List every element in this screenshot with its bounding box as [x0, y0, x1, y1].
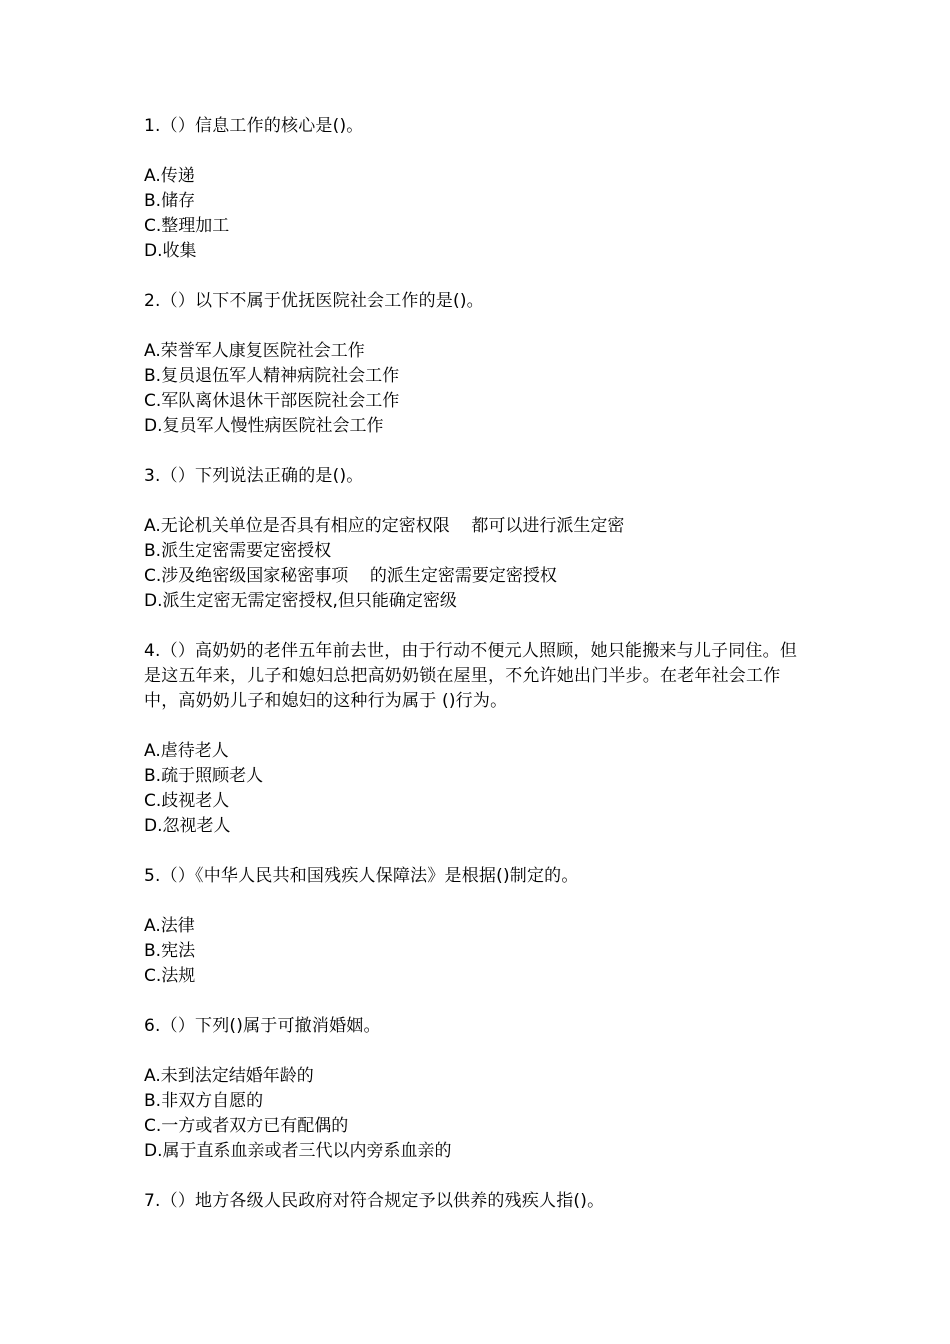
option-b: B.宪法 — [144, 941, 196, 961]
option-b: B.疏于照顾老人 — [144, 766, 264, 786]
option-b: B.储存 — [144, 191, 196, 211]
option-list — [144, 1064, 809, 1164]
option-d: D.忽视老人 — [144, 816, 231, 836]
option-c: C.法规 — [144, 966, 196, 986]
option-d: D.收集 — [144, 241, 197, 261]
question-1 — [144, 114, 809, 264]
option-d: D.复员军人慢性病医院社会工作 — [144, 416, 384, 436]
question-text: 7.（）地方各级人民政府对符合规定予以供养的残疾人指()。 — [144, 1191, 605, 1211]
question-4 — [144, 639, 809, 839]
option-list — [144, 164, 809, 264]
option-d: D.属于直系血亲或者三代以内旁系血亲的 — [144, 1141, 452, 1161]
question-text: 1.（）信息工作的核心是()。 — [144, 116, 364, 136]
question-7 — [144, 1189, 809, 1214]
option-a: A.荣誉军人康复医院社会工作 — [144, 341, 365, 361]
option-list — [144, 339, 809, 439]
question-text: 4.（）高奶奶的老伴五年前去世，由于行动不便元人照顾，她只能搬来与儿子同住。但是这五年来，儿子和媳妇总把高奶奶锁在屋里，不允许她出门半步。在老年社会工作中，高奶奶儿子和媳妇的这种行为属于 ()行为。 — [144, 641, 798, 711]
question-3 — [144, 464, 809, 614]
question-5 — [144, 864, 809, 989]
question-text: 6.（）下列()属于可撤消婚姻。 — [144, 1016, 381, 1036]
option-b: B.非双方自愿的 — [144, 1091, 264, 1111]
option-d: D.派生定密无需定密授权,但只能确定密级 — [144, 591, 457, 611]
option-c: C.歧视老人 — [144, 791, 230, 811]
option-c: C.整理加工 — [144, 216, 230, 236]
option-b: B.复员退伍军人精神病院社会工作 — [144, 366, 400, 386]
option-c: C.军队离休退休干部医院社会工作 — [144, 391, 400, 411]
option-list — [144, 514, 809, 614]
option-list — [144, 914, 809, 989]
option-a: A.无论机关单位是否具有相应的定密权限 都可以进行派生定密 — [144, 516, 625, 536]
option-c: C.一方或者双方已有配偶的 — [144, 1116, 349, 1136]
question-6 — [144, 1014, 809, 1164]
option-c: C.涉及绝密级国家秘密事项 的派生定密需要定密授权 — [144, 566, 557, 586]
question-2 — [144, 289, 809, 439]
option-b: B.派生定密需要定密授权 — [144, 541, 332, 561]
option-a: A.法律 — [144, 916, 195, 936]
option-list — [144, 739, 809, 839]
question-text: 2.（）以下不属于优抚医院社会工作的是()。 — [144, 291, 484, 311]
option-a: A.未到法定结婚年龄的 — [144, 1066, 314, 1086]
question-text: 3.（）下列说法正确的是()。 — [144, 466, 364, 486]
question-list — [144, 114, 809, 1239]
question-text: 5.（）《中华人民共和国残疾人保障法》是根据()制定的。 — [144, 866, 579, 886]
option-a: A.虐待老人 — [144, 741, 229, 761]
option-a: A.传递 — [144, 166, 195, 186]
